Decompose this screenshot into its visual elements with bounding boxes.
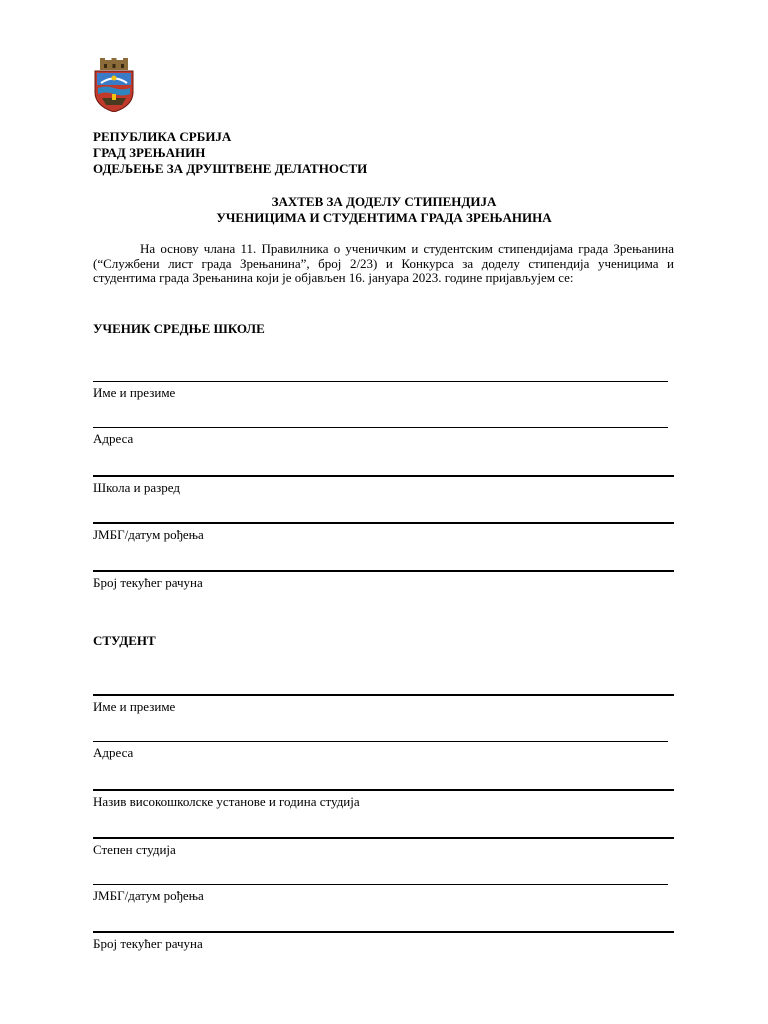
intro-text: На основу члана 11. Правилника о ученичким и студентским стипендијама града Зрењанина (“Службени лист града Зрењанина”, број 2/23) и Конкурса за доделу стипендија ученицима и студентима града Зрењанина који је објављен 16. јануара 2023. године пријављујем се:	[93, 241, 674, 285]
country-name: РЕПУБЛИКА СРБИЈА	[93, 129, 232, 144]
field-label: Име и презиме	[93, 699, 176, 714]
field-label: Име и презиме	[93, 385, 176, 400]
field-uni-address[interactable]	[93, 741, 668, 761]
field-high-name[interactable]	[93, 381, 668, 401]
section-heading-student: СТУДЕНТ	[93, 633, 156, 648]
title-line-2: УЧЕНИЦИМА И СТУДЕНТИМА ГРАДА ЗРЕЊАНИНА	[216, 210, 552, 225]
field-high-address[interactable]	[93, 427, 668, 447]
field-label: ЈМБГ/датум рођења	[93, 888, 204, 903]
title-line-1: ЗАХТЕВ ЗА ДОДЕЛУ СТИПЕНДИЈА	[271, 194, 497, 209]
field-label: Школа и разред	[93, 480, 180, 495]
field-high-school-grade[interactable]	[93, 475, 674, 496]
section-heading-high-school: УЧЕНИК СРЕДЊЕ ШКОЛЕ	[93, 321, 265, 336]
department-name: ОДЕЉЕЊЕ ЗА ДРУШТВЕНЕ ДЕЛАТНОСТИ	[93, 161, 368, 176]
field-high-account[interactable]	[93, 570, 674, 591]
field-label: Назив високошколске установе и година студија	[93, 794, 360, 809]
field-uni-account[interactable]	[93, 931, 674, 952]
field-uni-jmbg[interactable]	[93, 884, 668, 904]
city-name: ГРАД ЗРЕЊАНИН	[93, 145, 206, 160]
field-uni-institution-year[interactable]	[93, 789, 674, 810]
document-title	[0, 194, 768, 226]
field-label: ЈМБГ/датум рођења	[93, 527, 204, 542]
city-coat-of-arms-icon	[92, 58, 136, 112]
field-high-jmbg[interactable]	[93, 522, 674, 543]
field-label: Број текућег рачуна	[93, 575, 203, 590]
field-label: Адреса	[93, 431, 134, 446]
field-uni-name[interactable]	[93, 694, 674, 715]
issuing-authority	[93, 129, 367, 177]
field-label: Степен студија	[93, 842, 176, 857]
intro-paragraph	[93, 242, 674, 286]
field-label: Адреса	[93, 745, 134, 760]
field-label: Број текућег рачуна	[93, 936, 203, 951]
field-uni-degree-level[interactable]	[93, 837, 674, 858]
